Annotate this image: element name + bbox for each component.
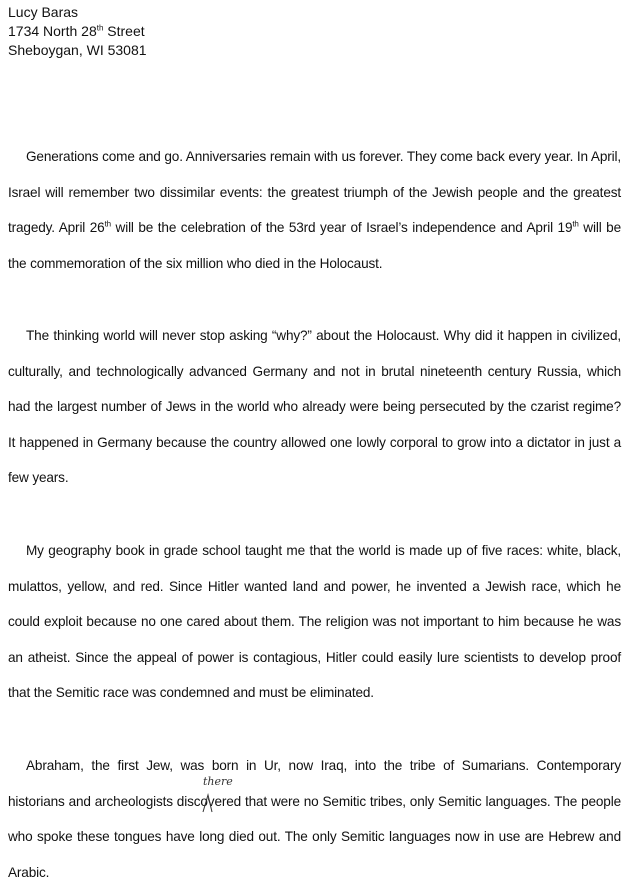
paragraph-1: Generations come and go. Anniversaries remain with us forever. They come back every year. In April, Israel will remember two dissimilar events: the greatest triumph of the Jewish people and the greatest tragedy. April 26th will be the celebration of the 53rd year of Israel’s independence and April 19th will be the commemoration of the six million who died in the Holocaust. [8, 149, 621, 271]
caret-mark-icon [201, 792, 215, 814]
paragraph-3: My geography book in grade school taught me that the world is made up of five races: white, black, mulattos, yellow, and red. Since Hitler wanted land and power, he invented a Jewish race, which he could exploit because no one cared about them. The religion was not important to him because he was an atheist. Since the appeal of power is contagious, Hitler could easily lure scientists to develop proof that the Semitic race was condemned and must be eliminated. [8, 543, 621, 700]
author-name: Lucy Baras [8, 4, 79, 20]
letter-header [8, 3, 147, 60]
paragraph-4: Abraham, the first Jew, was born in Ur, now Iraq, into the tribe of Sumarians. Contemporary historians and archeologists discovered that were no Semitic tribes, only Semitic languages. The people who spoke these tongues have long died out. The only Semitic languages now in use are Hebrew and Arabic. [8, 758, 621, 880]
street-address: 1734 North 28th Street [8, 23, 145, 39]
paragraph-2: The thinking world will never stop asking “why?” about the Holocaust. Why did it happen in civilized, culturally, and technologically advanced Germany and not in brutal nineteenth century Russia, which had the largest number of Jews in the world who already were being persecuted by the czarist regime? It happened in Germany because the country allowed one lowly corporal to grow into a dictator in just a few years. [8, 328, 621, 485]
handwritten-insertion: there [203, 775, 233, 788]
city-state-zip: Sheboygan, WI 53081 [8, 42, 147, 58]
